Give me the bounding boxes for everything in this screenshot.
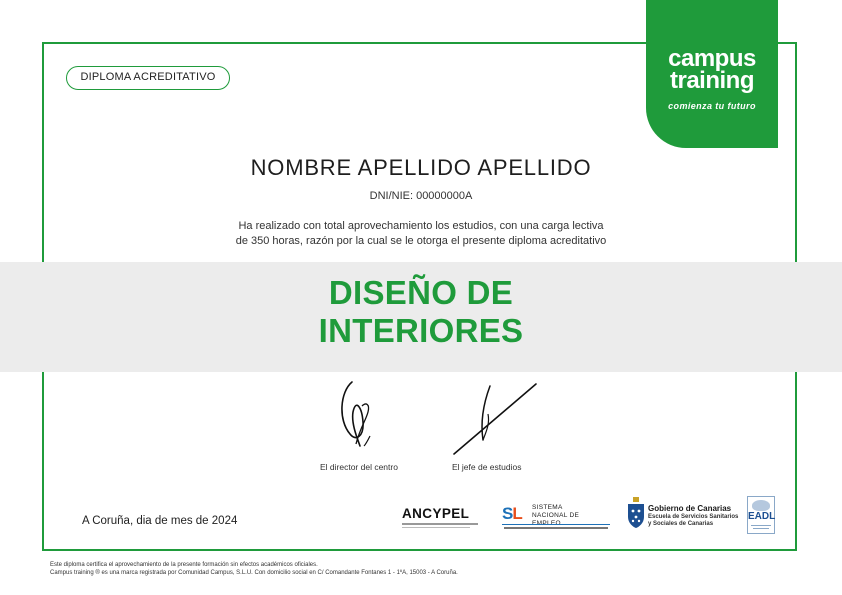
course-title — [0, 274, 842, 350]
gobierno-sub-line1: Escuela de Servicios Sanitarios — [648, 514, 739, 520]
course-title-line1: DISEÑO DE — [328, 274, 514, 311]
course-title-line2: INTERIORES — [318, 312, 524, 349]
completion-statement-line1: Ha realizado con total aprovechamiento los estudios, con una carga lectiva — [238, 220, 604, 232]
director-signature-label: El director del centro — [320, 462, 398, 472]
sne-line2: NACIONAL DE EMPLEO — [532, 512, 580, 527]
sne-mark-icon: SL — [502, 504, 522, 523]
diploma-type-badge: DIPLOMA ACREDITATIVO — [66, 66, 230, 90]
brand-tagline: comienza tu futuro — [668, 101, 756, 111]
head-of-studies-signature — [450, 380, 540, 458]
gobierno-title: Gobierno de Canarias — [648, 504, 732, 513]
head-of-studies-signature-label: El jefe de estudios — [452, 462, 522, 472]
ancypel-logo — [402, 506, 478, 528]
legal-footer-line1: Este diploma certifica el aprovechamiento de la presente formación sin efectos académicos oficiales. — [50, 562, 318, 568]
eadl-logo — [747, 496, 775, 534]
brand-name-line1: campus — [668, 45, 756, 72]
sistema-nacional-empleo-logo — [502, 502, 610, 532]
completion-statement-line2: de 350 horas, razón por la cual se le otorga el presente diploma acreditativo — [235, 235, 607, 247]
recipient-id: DNI/NIE: 00000000A — [369, 190, 473, 202]
legal-footer-line2: Campus training ® es una marca registrada por Comunidad Campus, S.L.U. Con domicilio social en C/ Comandante Fontanes 1 - 1ºA, 15003 - A Coruña. — [50, 570, 458, 576]
coat-of-arms-icon — [627, 497, 645, 529]
campus-training-logo — [646, 0, 778, 148]
sne-line1: SISTEMA — [532, 504, 563, 511]
eadl-name: EADL — [748, 511, 776, 522]
completion-statement — [0, 219, 842, 249]
director-signature — [326, 378, 386, 456]
gobierno-sub-line2: y Sociales de Canarias — [648, 521, 714, 527]
ancypel-name: ANCYPEL — [402, 506, 470, 521]
place-and-date: A Coruña, dia de mes de 2024 — [82, 515, 238, 527]
legal-footer — [50, 561, 458, 577]
brand-name-line2: training — [670, 67, 754, 94]
gobierno-canarias-logo — [627, 496, 739, 532]
recipient-name: NOMBRE APELLIDO APELLIDO — [250, 155, 592, 180]
